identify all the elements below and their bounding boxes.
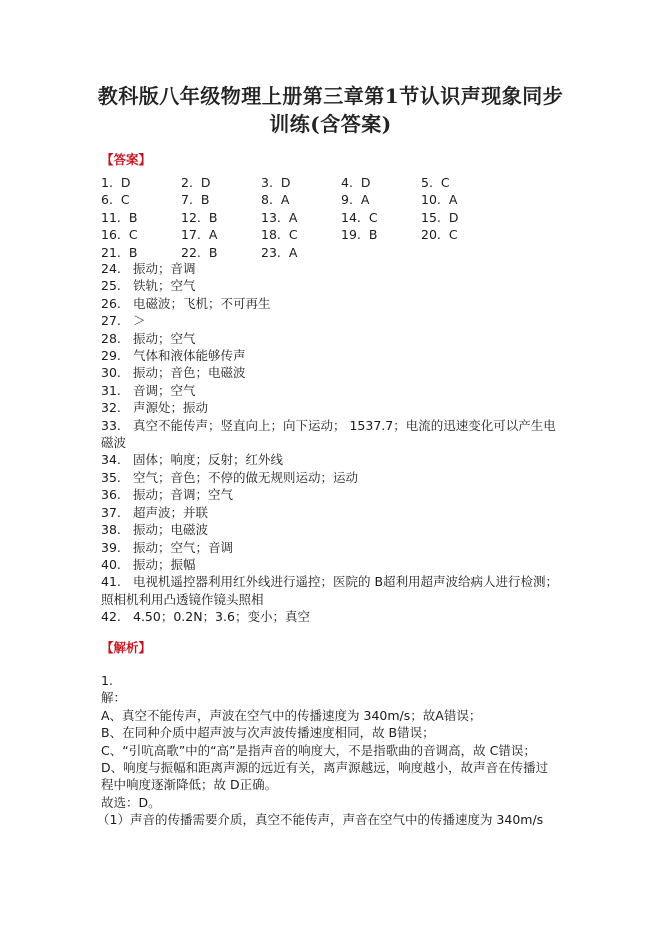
analysis-option-a: A、真空不能传声，声波在空气中的传播速度为 340m/s；故A错误； xyxy=(101,707,482,723)
answer-item xyxy=(101,504,561,521)
answer-text: 固体；响度；反射；红外线 xyxy=(133,452,284,468)
analysis-option-b: B、在同种介质中超声波与次声波传播速度相同，故 B错误； xyxy=(101,725,435,741)
choice-answer: 19. B xyxy=(341,227,378,243)
answer-text: 超声波；并联 xyxy=(133,504,209,520)
answer-text: 音调；空气 xyxy=(133,382,196,398)
answer-item xyxy=(101,277,561,294)
choice-answer: 8. A xyxy=(261,192,290,208)
answer-text: 振动；振幅 xyxy=(133,556,196,572)
answer-number: 27. xyxy=(101,313,121,329)
answer-number: 40. xyxy=(101,556,121,572)
fill-answer-list xyxy=(101,260,561,626)
choice-answer: 10. A xyxy=(421,192,458,208)
answer-item xyxy=(101,608,561,625)
choice-row xyxy=(101,244,561,261)
answer-text: 振动；电磁波 xyxy=(133,522,209,538)
choice-answer: 13. A xyxy=(261,209,298,225)
answer-item xyxy=(101,417,561,452)
answer-item xyxy=(101,521,561,538)
answer-item xyxy=(101,260,561,277)
answer-number: 42. xyxy=(101,609,121,625)
answer-text: 4.50；0.2N；3.6；变小；真空 xyxy=(133,609,310,625)
answer-item xyxy=(101,486,561,503)
answer-number: 28. xyxy=(101,330,121,346)
answer-number: 26. xyxy=(101,295,121,311)
choice-answer: 2. D xyxy=(181,175,211,190)
choice-answer: 9. A xyxy=(341,192,370,208)
answer-item xyxy=(101,312,561,329)
answer-text: 电磁波；飞机；不可再生 xyxy=(133,295,271,311)
answer-text: 振动；音调 xyxy=(133,261,196,276)
answer-number: 30. xyxy=(101,365,121,381)
choice-answer: 18. C xyxy=(261,227,298,243)
answer-item xyxy=(101,539,561,556)
answer-text: 电视机遥控器利用红外线进行遥控；医院的 B超利用超声波给病人进行检测；照相机利用凸透镜作镜头照相 xyxy=(101,574,559,607)
answer-item xyxy=(101,399,561,416)
answer-number: 31. xyxy=(101,382,121,398)
analysis-note: （1）声音的传播需要介质，真空不能传声，声音在空气中的传播速度为 340m/s xyxy=(97,812,544,828)
analysis-heading: 【解析】 xyxy=(101,640,152,655)
answer-number: 37. xyxy=(101,504,121,520)
analysis-body xyxy=(97,672,551,829)
choice-answer: 23. A xyxy=(261,244,298,260)
choice-answer: 1. D xyxy=(101,175,131,190)
answers-heading: 【答案】 xyxy=(101,152,152,167)
answer-number: 32. xyxy=(101,400,121,416)
answer-text: 真空不能传声；竖直向上；向下运动； 1537.7；电流的迅速变化可以产生电磁波 xyxy=(101,417,556,451)
answer-item xyxy=(101,295,561,312)
choice-answer: 4. D xyxy=(341,175,371,190)
answer-item xyxy=(101,364,561,381)
choice-answer: 15. D xyxy=(421,209,459,225)
answer-number: 25. xyxy=(101,278,121,294)
answer-item xyxy=(101,556,561,573)
answer-text: 振动；音色；电磁波 xyxy=(133,365,246,381)
answer-number: 41. xyxy=(101,574,121,590)
answer-text: 空气；音色；不停的做无规则运动；运动 xyxy=(133,469,359,485)
choice-answer: 20. C xyxy=(421,227,458,243)
choice-answer: 11. B xyxy=(101,209,138,225)
choice-answer: 5. C xyxy=(421,175,450,190)
answer-text: 铁轨；空气 xyxy=(133,278,196,294)
answer-text: 振动；空气；音调 xyxy=(133,539,234,555)
answer-number: 39. xyxy=(101,539,121,555)
answer-number: 34. xyxy=(101,452,121,468)
answer-item xyxy=(101,382,561,399)
analysis-solve: 解： xyxy=(101,690,127,706)
answer-number: 29. xyxy=(101,348,121,364)
page-title: 教科版八年级物理上册第三章第1节认识声现象同步 xyxy=(97,84,564,108)
answer-text: 振动；音调；空气 xyxy=(133,487,234,503)
choice-answer: 14. C xyxy=(341,209,378,225)
choice-answer: 22. B xyxy=(181,244,218,260)
choice-answer: 16. C xyxy=(101,227,138,243)
choice-row xyxy=(101,174,561,191)
answer-number: 35. xyxy=(101,469,121,485)
answer-item xyxy=(101,347,561,364)
answer-item xyxy=(101,330,561,347)
answer-text: 气体和液体能够传声 xyxy=(133,348,246,364)
choice-answer: 7. B xyxy=(181,192,210,208)
choice-answer: 6. C xyxy=(101,192,130,208)
choice-answer-grid xyxy=(101,174,561,261)
choice-answer: 17. A xyxy=(181,227,218,243)
answer-number: 36. xyxy=(101,487,121,503)
analysis-number: 1. xyxy=(101,673,113,688)
choice-row xyxy=(101,226,561,243)
answer-number: 33. xyxy=(101,417,121,433)
choice-answer: 12. B xyxy=(181,209,218,225)
choice-row xyxy=(101,191,561,208)
answer-item xyxy=(101,451,561,468)
analysis-choice: 故选：D。 xyxy=(101,794,161,810)
answer-number: 38. xyxy=(101,522,121,538)
choice-answer: 3. D xyxy=(261,175,291,190)
choice-answer: 21. B xyxy=(101,244,138,260)
analysis-option-c: C、“引吭高歌”中的“高”是指声音的响度大，不是指歌曲的音调高，故 C错误； xyxy=(101,742,536,758)
answer-text: 振动；空气 xyxy=(133,330,196,346)
answer-text: ＞ xyxy=(133,313,146,329)
answer-item xyxy=(101,469,561,486)
answer-number: 24. xyxy=(101,261,121,276)
analysis-option-d: D、响度与振幅和距离声源的远近有关，离声源越远，响度越小，故声音在传播过程中响度逐渐降低；故 D正确。 xyxy=(101,760,549,793)
answer-text: 声源处；振动 xyxy=(133,400,209,416)
answer-item xyxy=(101,573,561,608)
choice-row xyxy=(101,209,561,226)
page-title-line2: 训练(含答案) xyxy=(269,112,392,136)
